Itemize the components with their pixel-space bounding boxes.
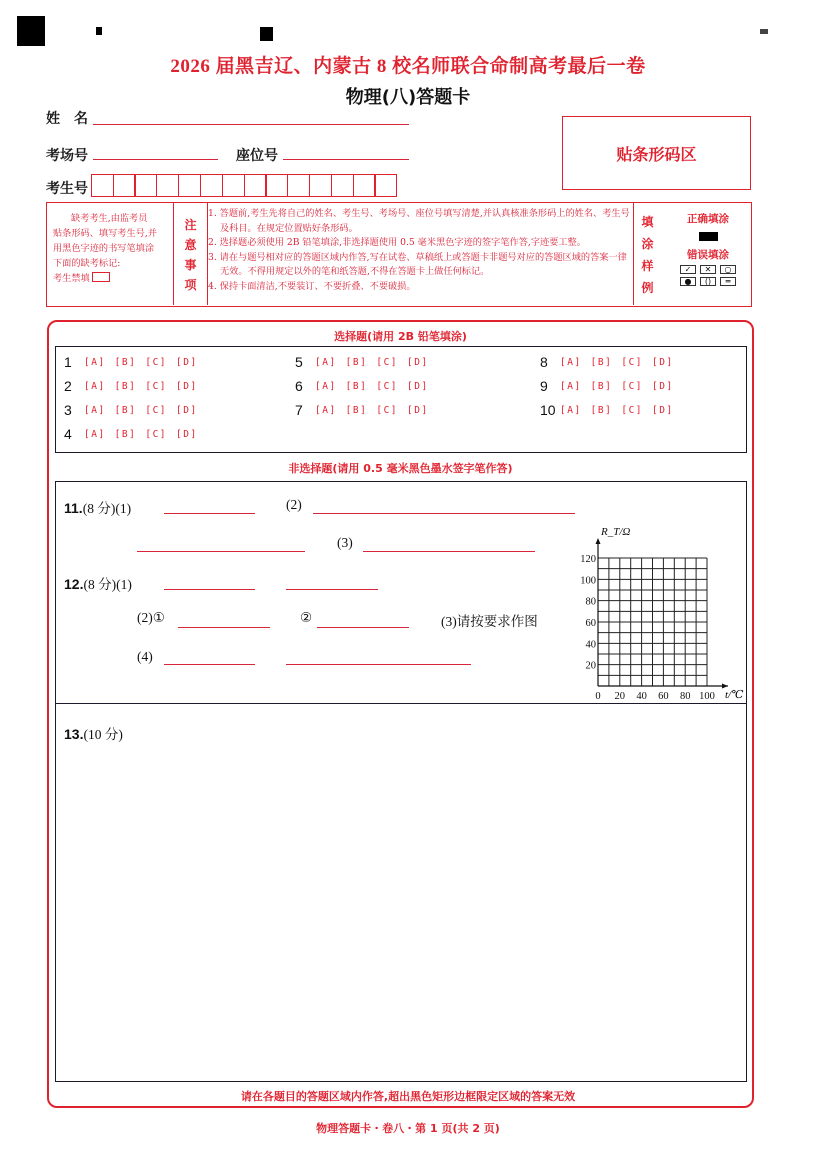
option-bubble-b[interactable]: [B]: [114, 380, 137, 392]
wrong-dot-icon: ●: [680, 277, 696, 286]
page-footer: 物理答题卡・卷八・第 1 页(共 2 页): [316, 1122, 500, 1135]
q12-part4-label: (4): [137, 649, 153, 664]
name-label: 姓 名: [46, 111, 88, 127]
wrong-oval-icon: (): [700, 277, 716, 286]
q12-part4-blank-b[interactable]: [286, 664, 471, 665]
option-bubble-c[interactable]: [C]: [621, 380, 644, 392]
choice-question-7: [295, 402, 438, 418]
option-bubble-d[interactable]: [D]: [407, 404, 429, 416]
option-bubble-d[interactable]: [D]: [652, 404, 674, 416]
card-subtitle: 物理(八)答题卡: [345, 87, 471, 108]
notes-heading-char: 意: [184, 237, 197, 252]
scanner-mark-center: [260, 27, 273, 41]
exam-number-cell[interactable]: [265, 174, 288, 197]
y-tick-label: 100: [580, 575, 596, 587]
q12-part2-label: (2)①: [137, 610, 165, 625]
absent-text: 用黑色字迹的书写笔填涂: [53, 243, 155, 254]
option-bubble-c[interactable]: [C]: [621, 356, 644, 368]
exam-number-cell[interactable]: [200, 174, 223, 197]
wrong-fill-label: 错误填涂: [687, 249, 729, 261]
q13-heading: [64, 723, 123, 743]
rule-item: 2. 选择题必须使用 2B 铅笔填涂,非选择题使用 0.5 毫米黑色字迹的签字笔作答,字迹要工整。: [208, 237, 586, 249]
exam-number-cell[interactable]: [178, 174, 201, 197]
exam-number-cell[interactable]: [134, 174, 157, 197]
q11-number: 11.: [64, 500, 83, 516]
barcode-area: [562, 116, 751, 190]
option-bubble-a[interactable]: [A]: [560, 404, 582, 416]
seat-field[interactable]: [283, 159, 409, 160]
fill-samples: [665, 211, 751, 286]
notes-heading-char: 项: [184, 277, 197, 292]
seat-label: 座位号: [236, 148, 278, 164]
scanner-mark-left: [17, 16, 45, 46]
option-bubble-a[interactable]: [A]: [84, 404, 106, 416]
question-number: 8: [540, 354, 548, 370]
notes-heading-char: 事: [184, 257, 197, 272]
option-bubble-d[interactable]: [D]: [176, 404, 198, 416]
option-bubble-b[interactable]: [B]: [345, 380, 368, 392]
q12-part3-label: (3)请按要求作图: [441, 614, 538, 629]
choice-question-5: [295, 354, 438, 370]
resistance-temperature-grid[interactable]: [570, 520, 750, 705]
choice-question-3: [64, 402, 207, 418]
q12-part1-blank-b[interactable]: [286, 589, 378, 590]
exam-number-cell[interactable]: [91, 174, 114, 197]
exam-number-cell[interactable]: [156, 174, 179, 197]
option-bubble-b[interactable]: [B]: [345, 404, 368, 416]
option-bubble-c[interactable]: [C]: [145, 356, 168, 368]
q12-part2b-label: ②: [300, 610, 313, 625]
x-tick-label: 0: [595, 691, 601, 702]
absent-checkbox[interactable]: [92, 272, 110, 282]
exam-number-cell[interactable]: [113, 174, 136, 197]
option-bubble-b[interactable]: [B]: [345, 356, 368, 368]
option-bubble-d[interactable]: [D]: [407, 356, 429, 368]
option-bubble-d[interactable]: [D]: [176, 380, 198, 392]
option-bubble-c[interactable]: [C]: [145, 404, 168, 416]
fill-sample-heading: [633, 203, 661, 305]
q11-heading: [64, 497, 131, 517]
chart-ticks: [580, 554, 715, 702]
rule-item: 3. 请在与题号相对应的答题区域内作答,写在试卷、草稿纸上或答题卡非题号对应的答题区域的答案一律无效。不得用规定以外的笔和纸答题,不得在答题卡上做任何标记。: [208, 251, 627, 278]
exam-number-cell[interactable]: [353, 174, 376, 197]
sample-heading-char: 例: [641, 280, 654, 295]
option-bubble-a[interactable]: [A]: [560, 356, 582, 368]
option-bubble-c[interactable]: [C]: [145, 428, 168, 440]
exam-number-cell[interactable]: [244, 174, 267, 197]
q12-heading: [64, 573, 132, 593]
question-number: 9: [540, 378, 548, 394]
option-bubble-b[interactable]: [B]: [590, 356, 613, 368]
option-bubble-a[interactable]: [A]: [315, 380, 337, 392]
scanner-mark-small: [96, 27, 102, 35]
choice-question-4: [64, 426, 207, 442]
option-bubble-d[interactable]: [D]: [407, 380, 429, 392]
x-tick-label: 80: [679, 691, 691, 702]
choice-question-6: [295, 378, 438, 394]
q13-answer-area[interactable]: [60, 750, 740, 1075]
option-bubble-d[interactable]: [D]: [176, 428, 198, 440]
option-bubble-b[interactable]: [B]: [590, 404, 613, 416]
q12-score: (8 分): [83, 577, 117, 592]
q12-number: 12.: [64, 576, 84, 592]
q13-number: 13.: [64, 726, 84, 742]
question-number: 3: [64, 402, 72, 418]
option-bubble-a[interactable]: [A]: [84, 428, 106, 440]
option-bubble-d[interactable]: [D]: [652, 380, 674, 392]
option-bubble-c[interactable]: [C]: [145, 380, 168, 392]
scanner-mark-right: [760, 29, 768, 34]
choice-question-1: [64, 354, 207, 370]
q13-score: (10 分): [83, 727, 123, 742]
exam-room-label: 考场号: [46, 148, 88, 164]
choice-question-10: [540, 402, 683, 418]
q12-part1-label: (1): [116, 577, 132, 592]
sample-heading-char: 填: [641, 214, 654, 229]
q11-part3-label: (3): [337, 535, 353, 550]
q12-part2-blank-a[interactable]: [178, 627, 270, 628]
q12-part2-blank-b[interactable]: [317, 627, 409, 628]
correct-fill-mark: [699, 232, 718, 241]
question-number: 5: [295, 354, 303, 370]
option-bubble-a[interactable]: [A]: [560, 380, 582, 392]
option-bubble-d[interactable]: [D]: [652, 356, 674, 368]
option-bubble-d[interactable]: [D]: [176, 356, 198, 368]
question-number: 7: [295, 402, 303, 418]
absent-text: 贴条形码、填写考生号,并: [53, 228, 157, 239]
barcode-label: 贴条形码区: [616, 144, 697, 164]
absent-text: 缺考考生,由监考员: [71, 213, 148, 224]
instructions-panel: [46, 202, 752, 307]
option-bubble-a[interactable]: [A]: [84, 356, 106, 368]
wrong-check-icon: ✓: [680, 265, 696, 274]
option-bubble-a[interactable]: [A]: [315, 356, 337, 368]
option-bubble-b[interactable]: [B]: [590, 380, 613, 392]
sample-heading-char: 样: [641, 258, 654, 273]
q11-part2-label: (2): [286, 497, 302, 512]
q11-score: (8 分): [82, 501, 116, 516]
choice-section-title: 选择题(请用 2B 铅笔填涂): [334, 330, 467, 343]
wrong-line-icon: ═: [720, 277, 736, 286]
option-bubble-c[interactable]: [C]: [376, 404, 399, 416]
x-axis-label: t/℃: [725, 689, 744, 701]
option-bubble-b[interactable]: [B]: [114, 356, 137, 368]
q11-part2-blank[interactable]: [313, 513, 575, 514]
q11-part1-label: (1): [115, 501, 132, 516]
sample-heading-char: 涂: [641, 236, 654, 251]
exam-room-field[interactable]: [93, 159, 218, 160]
choice-answer-box: [55, 346, 747, 453]
wrong-circle-icon: ○: [720, 265, 736, 274]
exam-number-cell[interactable]: [374, 174, 397, 197]
q12-part4-blank-a[interactable]: [164, 664, 255, 665]
x-axis-arrow-icon: [722, 684, 728, 689]
notes-heading: [174, 203, 208, 305]
y-tick-label: 60: [585, 618, 596, 629]
option-bubble-a[interactable]: [A]: [84, 380, 106, 392]
question-number: 6: [295, 378, 303, 394]
question-number: 10: [540, 402, 556, 418]
exam-number-cell[interactable]: [309, 174, 332, 197]
option-bubble-b[interactable]: [B]: [114, 428, 137, 440]
wrong-cross-icon: ✕: [700, 265, 716, 274]
option-bubble-c[interactable]: [C]: [376, 380, 399, 392]
exam-number-cell[interactable]: [287, 174, 310, 197]
absent-text: 下面的缺考标记:: [53, 258, 121, 269]
exam-number-boxes[interactable]: [92, 174, 397, 197]
correct-fill-label: 正确填涂: [687, 213, 729, 225]
rule-item: 4. 保持卡面清洁,不要装订、不要折叠、不要破损。: [208, 280, 416, 292]
q11-part3-blank[interactable]: [363, 551, 535, 552]
chart-axes: [596, 538, 729, 689]
y-tick-label: 20: [585, 660, 596, 672]
notes-rules: [208, 207, 634, 295]
name-field[interactable]: [93, 124, 409, 125]
option-bubble-a[interactable]: [A]: [315, 404, 337, 416]
option-bubble-c[interactable]: [C]: [376, 356, 399, 368]
choice-question-8: [540, 354, 683, 370]
option-bubble-c[interactable]: [C]: [621, 404, 644, 416]
option-bubble-b[interactable]: [B]: [114, 404, 137, 416]
y-tick-label: 80: [585, 596, 596, 608]
exam-number-label: 考生号: [46, 181, 88, 197]
chart-grid: [598, 558, 707, 686]
y-axis-arrow-icon: [596, 538, 601, 544]
question-number: 4: [64, 426, 72, 442]
choice-question-2: [64, 378, 207, 394]
question-number: 1: [64, 354, 72, 370]
answer-area-warning: 请在各题目的答题区域内作答,超出黑色矩形边框限定区域的答案无效: [240, 1090, 576, 1103]
x-tick-label: 20: [614, 691, 626, 702]
y-tick-label: 120: [580, 554, 596, 565]
exam-number-cell[interactable]: [222, 174, 245, 197]
x-tick-label: 100: [699, 691, 715, 702]
x-tick-label: 40: [636, 691, 647, 702]
choice-question-9: [540, 378, 683, 394]
q11-part1-blank[interactable]: [164, 513, 255, 514]
y-tick-label: 40: [585, 639, 596, 651]
notes-heading-char: 注: [184, 217, 197, 232]
open-section-title: 非选择题(请用 0.5 毫米黑色墨水签字笔作答): [288, 462, 513, 475]
y-axis-label: R_T/Ω: [601, 526, 631, 538]
x-tick-label: 60: [658, 691, 669, 702]
question-number: 2: [64, 378, 72, 394]
exam-number-cell[interactable]: [331, 174, 354, 197]
rule-item: 1. 答题前,考生先将自己的姓名、考生号、考场号、座位号填写清楚,并认真核准条形码上的姓名、考生号及科目。在规定位置贴好条形码。: [208, 208, 630, 234]
exam-title: 2026 届黑吉辽、内蒙古 8 校名师联合命制高考最后一卷: [170, 56, 646, 77]
q12-part1-blank-a[interactable]: [164, 589, 255, 590]
absent-mark-box: [47, 203, 174, 305]
absent-mark-label: 考生禁填: [53, 273, 90, 284]
absent-mark-row: [53, 271, 167, 286]
q11-part2-blank-cont[interactable]: [137, 551, 305, 552]
